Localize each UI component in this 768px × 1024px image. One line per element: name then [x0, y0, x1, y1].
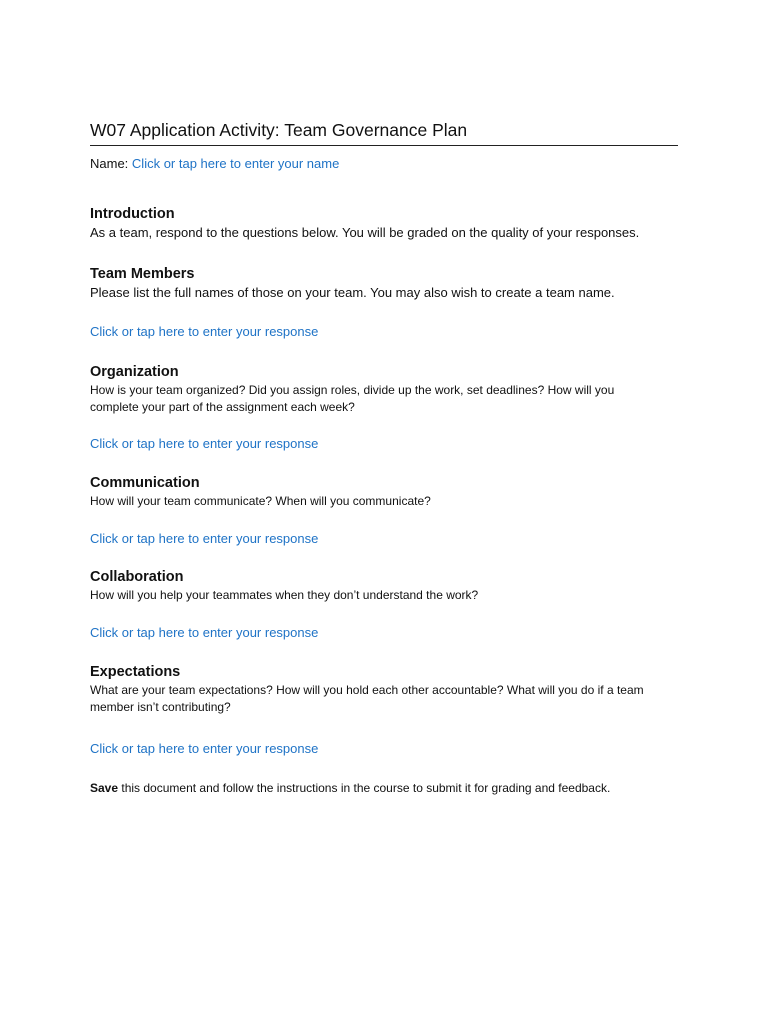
expectations-response-field[interactable]: Click or tap here to enter your response — [90, 741, 319, 756]
organization-text: How is your team organized? Did you assign roles, divide up the work, set deadlines? How will you complete your part of the assignment each week? — [90, 383, 615, 414]
section-introduction — [90, 204, 690, 242]
footer-instructions: this document and follow the instructions in the course to submit it for grading and feedback. — [118, 781, 611, 795]
name-label: Name: — [90, 156, 129, 171]
section-collaboration — [90, 567, 660, 604]
footer-note — [90, 780, 690, 797]
section-communication — [90, 473, 660, 510]
team-members-heading: Team Members — [90, 266, 195, 282]
save-word: Save — [90, 781, 119, 795]
communication-text: How will your team communicate? When will you communicate? — [90, 494, 431, 508]
collaboration-text: How will you help your teammates when they don’t understand the work? — [90, 588, 479, 602]
section-organization — [90, 362, 660, 416]
footer-text — [90, 780, 690, 797]
communication-response-field[interactable]: Click or tap here to enter your response — [90, 531, 319, 546]
expectations-text: What are your team expectations? How will you hold each other accountable? What will you do if a team member isn’t contributing? — [90, 683, 644, 714]
team-members-response-wrap — [90, 323, 318, 341]
document-page — [90, 119, 678, 795]
communication-response-wrap — [90, 530, 318, 548]
organization-response-wrap — [90, 435, 318, 453]
introduction-text: As a team, respond to the questions below. You will be graded on the quality of your responses. — [90, 225, 640, 240]
name-field[interactable]: Click or tap here to enter your name — [131, 156, 340, 171]
collaboration-response-field[interactable]: Click or tap here to enter your response — [90, 625, 319, 640]
expectations-heading: Expectations — [90, 664, 181, 680]
organization-heading: Organization — [90, 364, 179, 380]
introduction-heading: Introduction — [90, 206, 175, 222]
expectations-response-wrap — [90, 740, 318, 758]
name-row — [90, 155, 678, 173]
organization-response-field[interactable]: Click or tap here to enter your response — [90, 436, 319, 451]
collaboration-heading: Collaboration — [90, 569, 184, 585]
document-title: W07 Application Activity: Team Governance Plan — [90, 119, 678, 146]
communication-heading: Communication — [90, 475, 200, 491]
collaboration-response-wrap — [90, 624, 318, 642]
team-members-text: Please list the full names of those on your team. You may also wish to create a team name. — [90, 285, 615, 300]
team-members-response-field[interactable]: Click or tap here to enter your response — [90, 324, 319, 339]
section-team-members — [90, 264, 690, 302]
section-expectations — [90, 662, 660, 716]
